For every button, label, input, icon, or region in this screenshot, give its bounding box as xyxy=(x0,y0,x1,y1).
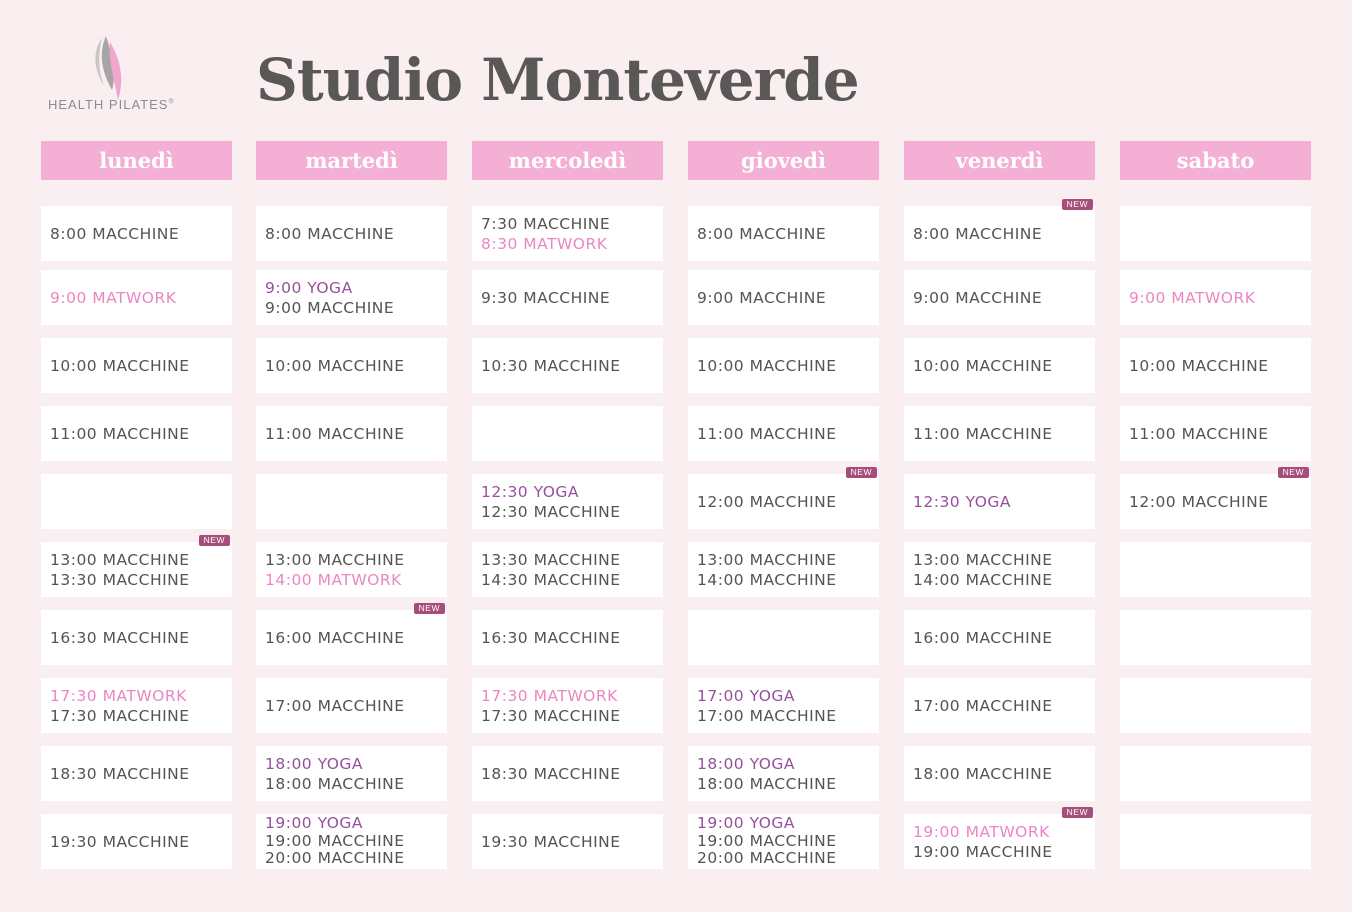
schedule-slot xyxy=(688,270,879,325)
schedule-slot xyxy=(256,814,447,869)
schedule-slot xyxy=(472,206,663,261)
class-entry: 8:00 MACCHINE xyxy=(913,224,1043,243)
class-entry: 11:00 MACCHINE xyxy=(913,424,1053,443)
schedule-slot xyxy=(256,270,447,325)
class-entry: 19:30 MACCHINE xyxy=(50,832,190,851)
new-badge: NEW xyxy=(1278,467,1309,478)
class-entry: 13:00 MACCHINE xyxy=(50,550,190,569)
class-entry: 18:30 MACCHINE xyxy=(481,764,621,783)
class-entry: 13:00 MACCHINE xyxy=(913,550,1053,569)
class-entry: 16:00 MACCHINE xyxy=(913,628,1053,647)
schedule-slot xyxy=(41,270,232,325)
new-badge: NEW xyxy=(1062,199,1093,210)
class-entry: 11:00 MACCHINE xyxy=(697,424,837,443)
schedule-slot xyxy=(472,270,663,325)
class-entry: 18:00 YOGA xyxy=(265,754,364,773)
schedule-slot xyxy=(41,746,232,801)
day-column xyxy=(472,141,663,851)
schedule-slot xyxy=(256,542,447,597)
class-entry: 13:00 MACCHINE xyxy=(697,550,837,569)
schedule-slot xyxy=(1120,542,1311,597)
class-entry: 13:00 MACCHINE xyxy=(265,550,405,569)
schedule-slot xyxy=(688,542,879,597)
class-entry: 14:30 MACCHINE xyxy=(481,570,621,589)
class-entry: 17:00 MACCHINE xyxy=(913,696,1053,715)
class-entry: 12:30 MACCHINE xyxy=(481,502,621,521)
class-entry: 19:30 MACCHINE xyxy=(481,832,621,851)
class-entry: 13:30 MACCHINE xyxy=(481,550,621,569)
class-entry: 18:00 MACCHINE xyxy=(697,774,837,793)
schedule-slot xyxy=(688,610,879,665)
schedule-slot xyxy=(1120,406,1311,461)
schedule-slot xyxy=(1120,338,1311,393)
class-entry: 10:00 MACCHINE xyxy=(697,356,837,375)
schedule-slot xyxy=(904,406,1095,461)
schedule-slot xyxy=(688,467,879,529)
class-entry: 10:00 MACCHINE xyxy=(265,356,405,375)
class-entry: 8:00 MACCHINE xyxy=(265,224,395,243)
schedule-slot xyxy=(904,746,1095,801)
class-entry: 19:00 MACCHINE xyxy=(265,831,405,850)
schedule-slot xyxy=(41,678,232,733)
day-column xyxy=(1120,141,1311,511)
day-column xyxy=(904,141,1095,861)
class-entry: 12:00 MACCHINE xyxy=(1129,492,1269,511)
schedule-slot xyxy=(256,746,447,801)
class-entry: 7:30 MACCHINE xyxy=(481,214,611,233)
class-entry: 10:00 MACCHINE xyxy=(913,356,1053,375)
class-entry: 17:30 MACCHINE xyxy=(50,706,190,725)
class-entry: 11:00 MACCHINE xyxy=(265,424,405,443)
schedule-slot xyxy=(472,542,663,597)
class-entry: 17:30 MACCHINE xyxy=(481,706,621,725)
class-entry: 17:00 YOGA xyxy=(697,686,796,705)
schedule-slot xyxy=(41,814,232,869)
schedule-slot xyxy=(472,338,663,393)
class-entry: 19:00 MACCHINE xyxy=(697,831,837,850)
class-entry: 16:00 MACCHINE xyxy=(265,628,405,647)
schedule-slot xyxy=(688,814,879,869)
class-entry: 9:00 YOGA xyxy=(265,278,353,297)
schedule-slot xyxy=(688,678,879,733)
class-entry: 10:30 MACCHINE xyxy=(481,356,621,375)
schedule-slot xyxy=(256,474,447,529)
class-entry: 16:30 MACCHINE xyxy=(50,628,190,647)
schedule-slot xyxy=(41,406,232,461)
class-entry: 17:00 MACCHINE xyxy=(265,696,405,715)
class-entry: 14:00 MATWORK xyxy=(265,570,402,589)
schedule-slot xyxy=(688,338,879,393)
class-entry: 12:00 MACCHINE xyxy=(697,492,837,511)
logo-text: HEALTH PILATES® xyxy=(48,97,175,112)
new-badge: NEW xyxy=(1062,807,1093,818)
class-entry: 18:30 MACCHINE xyxy=(50,764,190,783)
class-entry: 11:00 MACCHINE xyxy=(1129,424,1269,443)
schedule-slot xyxy=(256,338,447,393)
class-entry: 9:00 MACCHINE xyxy=(265,298,395,317)
schedule-slot xyxy=(256,406,447,461)
class-entry: 8:00 MACCHINE xyxy=(697,224,827,243)
schedule-slot xyxy=(256,206,447,261)
schedule-slot xyxy=(1120,467,1311,529)
schedule-slot xyxy=(904,610,1095,665)
day-header: mercoledì xyxy=(472,141,663,180)
new-badge: NEW xyxy=(846,467,877,478)
class-entry: 17:00 MACCHINE xyxy=(697,706,837,725)
class-entry: 9:00 MACCHINE xyxy=(697,288,827,307)
day-column xyxy=(688,141,879,868)
class-entry: 19:00 MATWORK xyxy=(913,822,1050,841)
new-badge: NEW xyxy=(414,603,445,614)
schedule-slot xyxy=(472,678,663,733)
class-entry: 9:00 MATWORK xyxy=(1129,288,1256,307)
class-entry: 20:00 MACCHINE xyxy=(265,849,405,868)
schedule-slot xyxy=(41,610,232,665)
day-header: venerdì xyxy=(904,141,1095,180)
schedule-slot xyxy=(1120,814,1311,869)
class-entry: 17:30 MATWORK xyxy=(481,686,618,705)
schedule-slot xyxy=(41,535,232,597)
class-entry: 10:00 MACCHINE xyxy=(1129,356,1269,375)
schedule-slot xyxy=(688,406,879,461)
schedule-slot xyxy=(1120,610,1311,665)
schedule-slot xyxy=(1120,678,1311,733)
schedule-slot xyxy=(1120,270,1311,325)
class-entry: 12:30 YOGA xyxy=(913,492,1012,511)
schedule-slot xyxy=(904,199,1095,261)
schedule-slot xyxy=(688,206,879,261)
class-entry: 8:30 MATWORK xyxy=(481,234,608,253)
schedule-slot xyxy=(904,807,1095,869)
class-entry: 13:30 MACCHINE xyxy=(50,570,190,589)
schedule-slot xyxy=(688,746,879,801)
day-column xyxy=(256,141,447,868)
schedule-slot xyxy=(472,406,663,461)
class-entry: 12:30 YOGA xyxy=(481,482,580,501)
schedule-slot xyxy=(472,474,663,529)
schedule-slot xyxy=(904,542,1095,597)
feather-logo-icon xyxy=(90,34,134,104)
health-pilates-logo xyxy=(46,34,186,118)
schedule-slot xyxy=(472,610,663,665)
class-entry: 10:00 MACCHINE xyxy=(50,356,190,375)
day-column xyxy=(41,141,232,851)
schedule-slot xyxy=(41,206,232,261)
day-header: giovedì xyxy=(688,141,879,180)
day-header: sabato xyxy=(1120,141,1311,180)
class-entry: 8:00 MACCHINE xyxy=(50,224,180,243)
schedule-slot xyxy=(256,678,447,733)
class-entry: 19:00 YOGA xyxy=(265,814,364,833)
new-badge: NEW xyxy=(199,535,230,546)
class-entry: 11:00 MACCHINE xyxy=(50,424,190,443)
schedule-slot xyxy=(904,270,1095,325)
schedule-slot xyxy=(256,603,447,665)
day-header: martedì xyxy=(256,141,447,180)
schedule-slot xyxy=(472,814,663,869)
schedule-slot xyxy=(1120,206,1311,261)
schedule-slot xyxy=(904,474,1095,529)
class-entry: 19:00 YOGA xyxy=(697,814,796,833)
class-entry: 18:00 MACCHINE xyxy=(913,764,1053,783)
schedule-slot xyxy=(1120,746,1311,801)
class-entry: 14:00 MACCHINE xyxy=(697,570,837,589)
schedule-slot xyxy=(41,338,232,393)
class-entry: 18:00 YOGA xyxy=(697,754,796,773)
day-header: lunedì xyxy=(41,141,232,180)
class-entry: 17:30 MATWORK xyxy=(50,686,187,705)
schedule-slot xyxy=(904,678,1095,733)
schedule-slot xyxy=(41,474,232,529)
class-entry: 20:00 MACCHINE xyxy=(697,849,837,868)
class-entry: 16:30 MACCHINE xyxy=(481,628,621,647)
schedule-slot xyxy=(472,746,663,801)
page-title: Studio Monteverde xyxy=(256,46,859,114)
class-entry: 9:00 MATWORK xyxy=(50,288,177,307)
class-entry: 14:00 MACCHINE xyxy=(913,570,1053,589)
class-entry: 18:00 MACCHINE xyxy=(265,774,405,793)
class-entry: 9:00 MACCHINE xyxy=(913,288,1043,307)
schedule-slot xyxy=(904,338,1095,393)
class-entry: 19:00 MACCHINE xyxy=(913,842,1053,861)
class-entry: 9:30 MACCHINE xyxy=(481,288,611,307)
